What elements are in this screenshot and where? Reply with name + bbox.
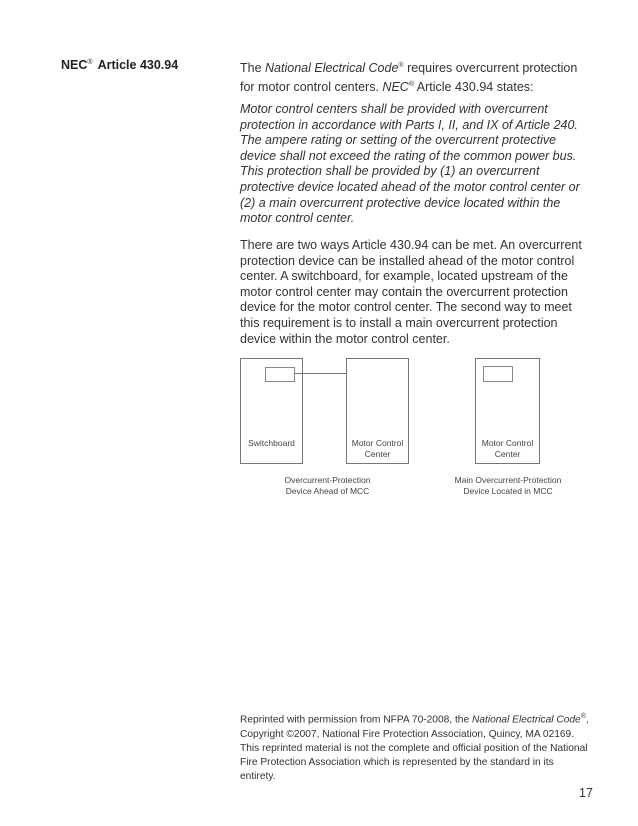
footnote-text-1: Reprinted with permission from NFPA 70-2008, the <box>240 714 472 726</box>
code-name: National Electrical Code <box>265 61 399 76</box>
mcc-left-label-line-2: Center <box>364 448 391 459</box>
caption-right-line-2: Device Located in MCC <box>463 485 553 496</box>
nec-label: NEC <box>61 58 88 72</box>
caption-left <box>250 475 405 496</box>
footnote-code-name: National Electrical Code <box>471 714 581 726</box>
footnote-text-2: , Copyright ©2007, National Fire Protection Association, Quincy, MA 02169. This reprinted material is not the complete and official position of the National Fire Protection Association which is represented by the standard in its entirety. <box>240 714 589 783</box>
overcurrent-device <box>265 367 295 382</box>
feeder-connection-line <box>294 373 346 374</box>
main-overcurrent-device <box>483 366 513 382</box>
page-number: 17 <box>579 786 593 800</box>
registered-mark: ® <box>398 62 404 69</box>
registered-mark: ® <box>87 58 93 66</box>
nec-abbrev: NEC <box>382 79 409 94</box>
mcc-right-label <box>476 438 539 459</box>
caption-left-line-1: Overcurrent-Protection <box>284 475 371 485</box>
mcc-right-box <box>475 358 540 464</box>
quoted-code-text: Motor control centers shall be provided with overcurrent protection in accordance with Parts I, II, and IX of Article 240. The ampere rating or setting of the overcurrent protective device shall not exceed the rating of the common power bus. This protection shall be provided by (1) an overcurrent protective device located ahead of the motor control center or (2) a main overcurrent protective device located within the motor control center. <box>240 102 580 226</box>
mcc-right-label-line-1: Motor Control <box>481 438 534 448</box>
body-paragraph: There are two ways Article 430.94 can be met. An overcurrent protection device can be installed ahead of the motor control center. A switchboard, for example, located upstream of the motor control center may contain the overcurrent protection device for the motor control center. The second way to meet this requirement is to install a main overcurrent protection device within the motor control center. <box>240 238 582 346</box>
mcc-left-label-line-1: Motor Control <box>351 438 404 448</box>
intro-text-2: requires overcurrent protection for motor control centers. <box>240 61 578 94</box>
article-label: Article 430.94 <box>97 58 179 72</box>
caption-right-line-1: Main Overcurrent-Protection <box>454 475 562 485</box>
mcc-left-label <box>347 438 408 459</box>
caption-left-line-2: Device Ahead of MCC <box>285 485 370 496</box>
footnote <box>240 710 592 784</box>
switchboard-label: Switchboard <box>248 438 295 448</box>
intro-paragraph <box>240 58 592 96</box>
mcc-right-label-line-2: Center <box>494 448 521 459</box>
registered-mark: ® <box>580 713 586 720</box>
mcc-left-box <box>346 358 409 464</box>
intro-text-3: Article 430.94 states: <box>414 79 534 94</box>
registered-mark: ® <box>408 80 414 88</box>
side-heading <box>61 58 178 72</box>
caption-right <box>440 475 576 496</box>
intro-text-1: The <box>240 61 266 76</box>
